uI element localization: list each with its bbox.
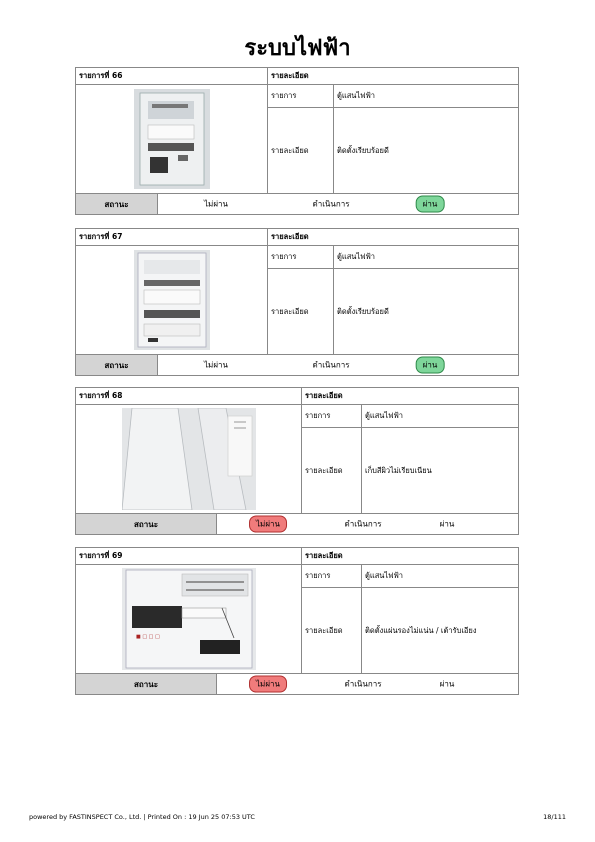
item-photo[interactable] [76, 405, 302, 513]
item-value: ตู้แสนไฟฟ้า [365, 411, 404, 420]
status-option-progress[interactable]: ดำเนินการ [312, 360, 350, 370]
status-label: สถานะ [76, 355, 158, 375]
item-value: ตู้แสนไฟฟ้า [365, 571, 404, 580]
detail-header: รายละเอียด [271, 232, 309, 241]
status-label: สถานะ [76, 194, 158, 214]
electrical-panel-photo [122, 568, 256, 670]
status-label: สถานะ [76, 674, 217, 694]
detail-value: ติดตั้งแผ่นรองไม่แน่น / เต้ารับเอียง [365, 625, 477, 635]
inspection-card-66 [75, 67, 519, 215]
status-option-fail[interactable]: ไม่ผ่าน [204, 199, 228, 209]
key-item: รายการ [302, 405, 362, 427]
status-option-pass[interactable]: ผ่าน [439, 519, 455, 529]
status-label: สถานะ [76, 514, 217, 534]
status-option-fail[interactable]: ไม่ผ่าน [204, 360, 228, 370]
status-option-progress[interactable]: ดำเนินการ [344, 679, 382, 689]
item-value: ตู้แสนไฟฟ้า [337, 91, 376, 100]
status-option-pass[interactable]: ผ่าน [439, 679, 455, 689]
key-item: รายการ [302, 565, 362, 587]
item-label: รายการที่ 67 [76, 229, 268, 245]
page-number: 18/111 [543, 813, 566, 821]
key-item: รายการ [268, 85, 334, 107]
electrical-panel-photo [134, 250, 210, 350]
item-photo[interactable] [76, 85, 268, 193]
status-option-progress[interactable]: ดำเนินการ [312, 199, 350, 209]
electrical-panel-photo [134, 89, 210, 189]
footer-printed-info: powered by FASTINSPECT Co., Ltd. | Printed On : 19 Jun 25 07:53 UTC [29, 813, 255, 821]
status-option-pass[interactable]: ผ่าน [416, 196, 445, 213]
item-photo[interactable] [76, 565, 302, 673]
status-option-progress[interactable]: ดำเนินการ [344, 519, 382, 529]
detail-header: รายละเอียด [305, 551, 343, 560]
detail-value: ติดตั้งเรียบร้อยดี [337, 145, 389, 155]
status-option-fail[interactable]: ไม่ผ่าน [249, 516, 287, 533]
detail-value: เก็บสีผิวไม่เรียบเนียน [365, 465, 432, 475]
page-title: ระบบไฟฟ้า [244, 36, 351, 61]
inspection-card-68 [75, 387, 519, 535]
key-detail: รายละเอียด [302, 428, 362, 513]
svg-text:■ □ □ □: ■ □ □ □ [135, 634, 160, 640]
status-option-fail[interactable]: ไม่ผ่าน [249, 676, 287, 693]
detail-value: ติดตั้งเรียบร้อยดี [337, 306, 389, 316]
detail-header: รายละเอียด [271, 71, 309, 80]
inspection-card-67 [75, 228, 519, 376]
item-value: ตู้แสนไฟฟ้า [337, 252, 376, 261]
key-detail: รายละเอียด [268, 269, 334, 354]
item-label: รายการที่ 66 [76, 68, 268, 84]
item-label: รายการที่ 68 [76, 388, 302, 404]
key-detail: รายละเอียด [302, 588, 362, 673]
status-option-pass[interactable]: ผ่าน [416, 357, 445, 374]
item-label: รายการที่ 69 [76, 548, 302, 564]
key-detail: รายละเอียด [268, 108, 334, 193]
item-photo[interactable] [76, 246, 268, 354]
electrical-panel-photo [122, 408, 256, 510]
detail-header: รายละเอียด [305, 391, 343, 400]
inspection-card-69 [75, 547, 519, 695]
key-item: รายการ [268, 246, 334, 268]
